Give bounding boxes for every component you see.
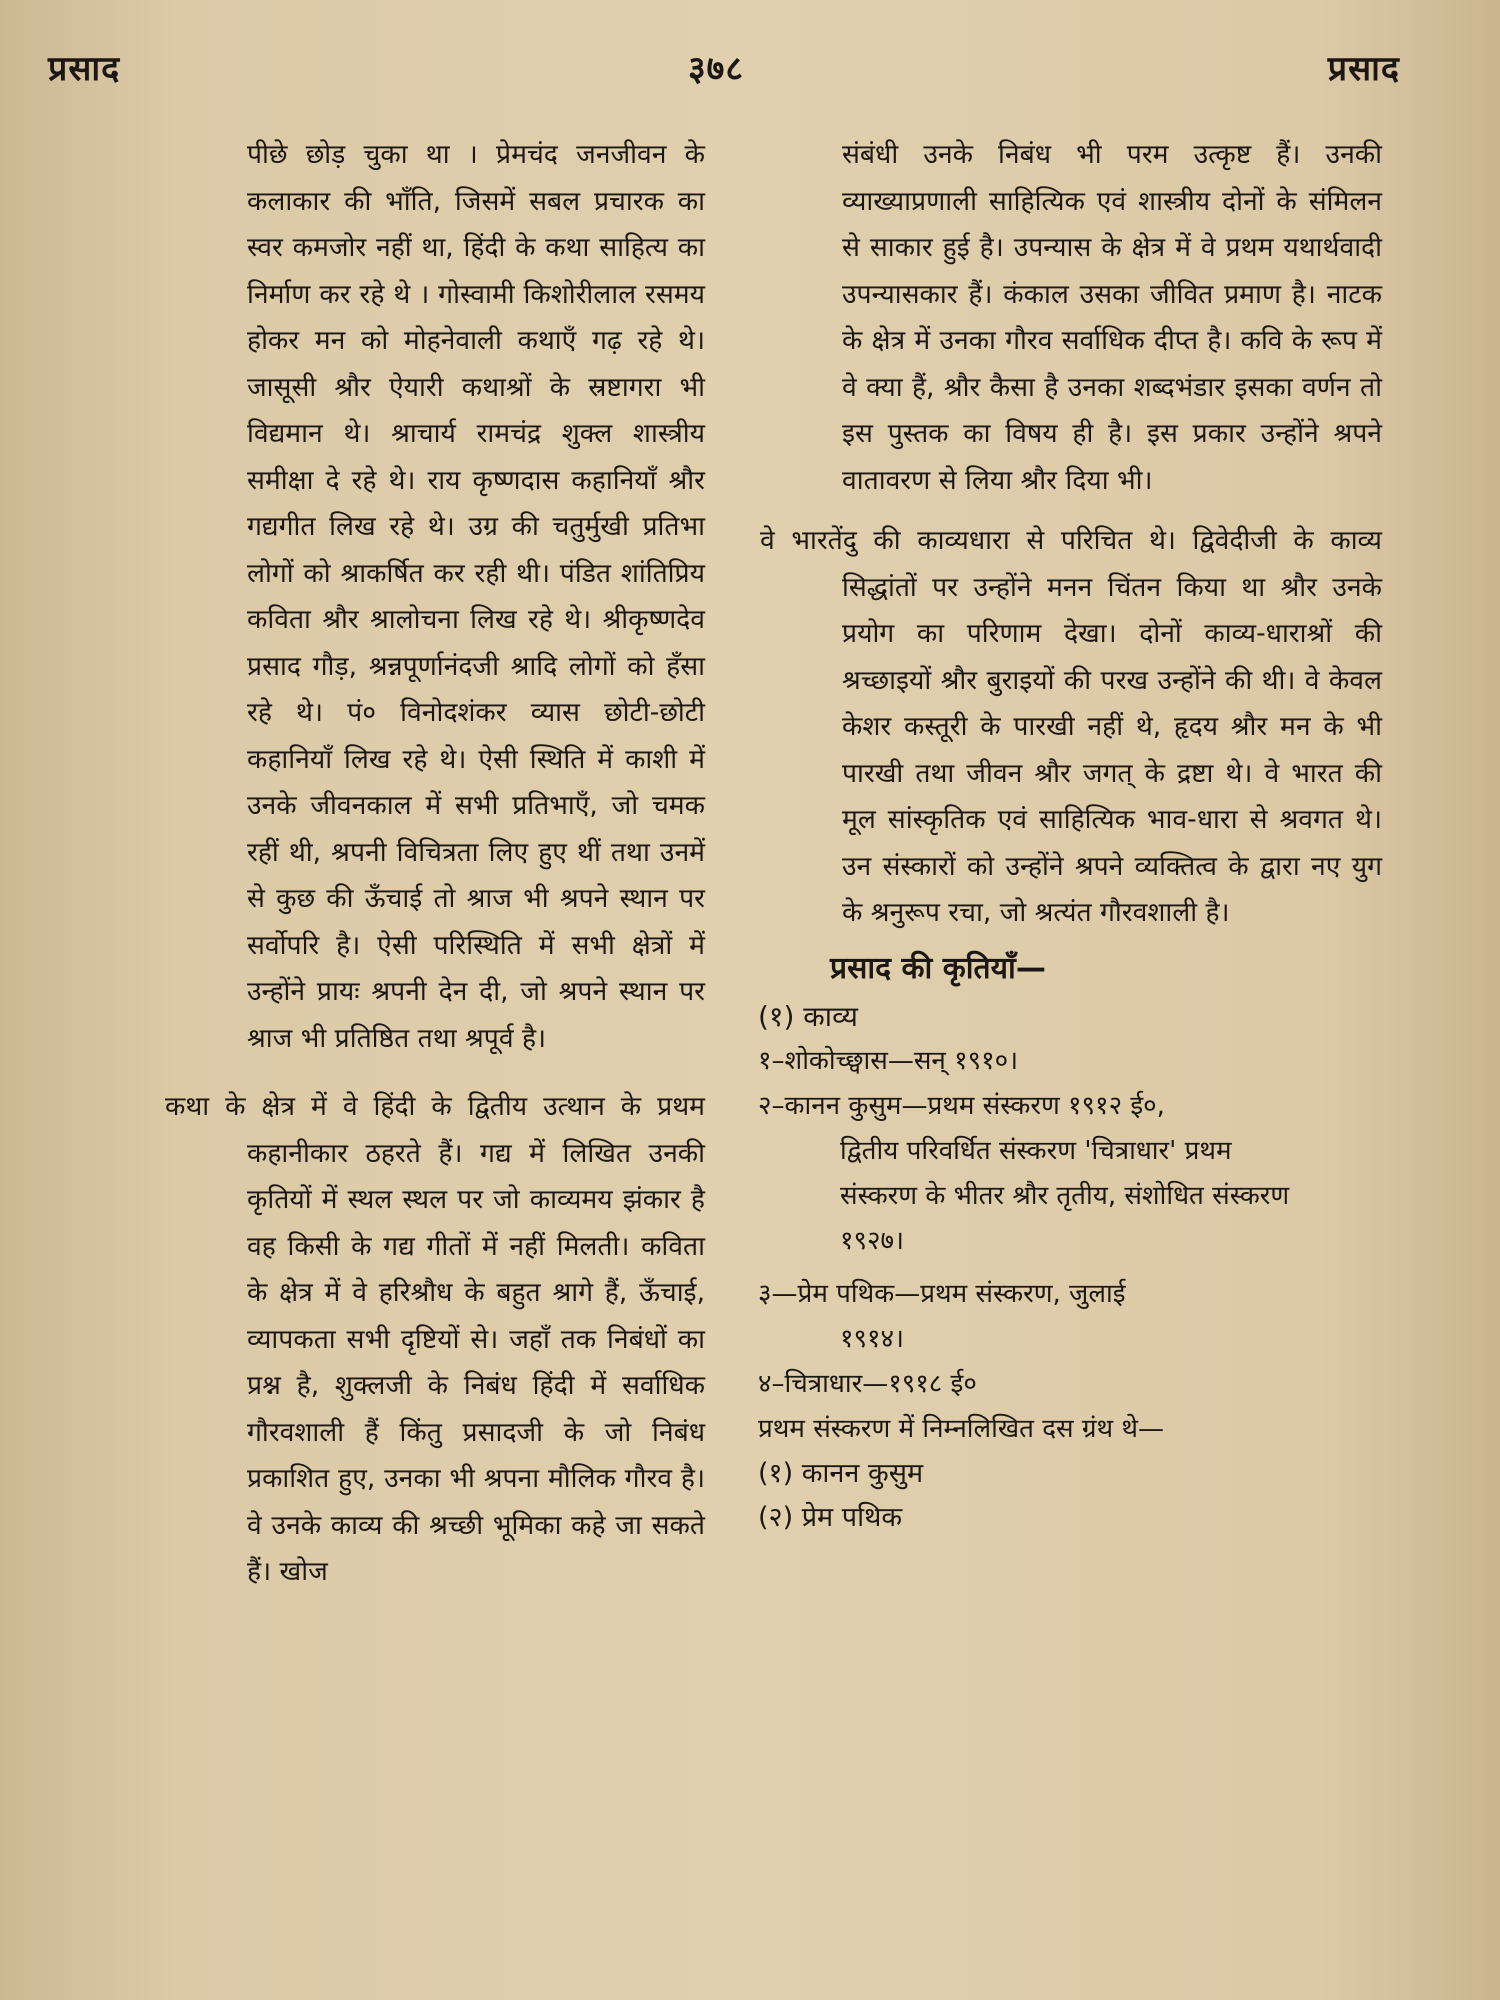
- right-paragraph-1: संबंधी उनके निबंध भी परम उत्कृष्ट हैं। उनकी व्याख्याप्रणाली साहित्यिक एवं शास्त्रीय दोनों के संमिलन से साकार हुई है। उपन्यास के क्षेत्र में वे प्रथम यथार्थवादी उपन्यासकार हैं। कंकाल उसका जीवित प्रमाण है। नाटक के क्षेत्र में उनका गौरव सर्वाधिक दीप्त है। कवि के रूप में वे क्या हैं, श्रौर कैसा है उनका शब्दभंडार इसका वर्णन तो इस पुस्तक का विषय ही है। इस प्रकार उन्होंने श्रपने वातावरण से लिया श्रौर दिया भी।: [842, 139, 1382, 496]
- title-item-1: (१) कानन कुसुम: [758, 1457, 924, 1489]
- work-item-3: [758, 1272, 1303, 1362]
- edition-note: प्रथम संस्करण में निम्नलिखित दस ग्रंथ थे—: [758, 1413, 1164, 1444]
- work-item-continuation: १९१४।: [840, 1323, 904, 1354]
- right-column: [758, 132, 1420, 1540]
- works-list: [758, 1039, 1303, 1540]
- work-item-2: [758, 1084, 1303, 1264]
- running-head-right: प्रसाद: [1327, 49, 1400, 89]
- left-column: [165, 132, 705, 1596]
- work-item-1: [758, 1039, 1303, 1084]
- work-item-line: १–शोकोच्छ्वास—सन् १९१०।: [758, 1045, 1019, 1076]
- work-item-continuation: द्वितीय परिवर्धित संस्करण 'चित्राधार' प्रथम संस्करण के भीतर श्रौर तृतीय, संशोधित संस्करण १९२७।: [840, 1135, 1290, 1256]
- page-number: ३७८: [688, 49, 745, 89]
- running-head-left: प्रसाद: [48, 49, 121, 89]
- work-item-line: २–कानन कुसुम—प्रथम संस्करण १९१२ ई०,: [758, 1090, 1165, 1121]
- right-paragraph-2: वे भारतेंदु की काव्यधारा से परिचित थे। द्विवेदीजी के काव्य सिद्धांतों पर उन्होंने मनन चिंतन किया था श्रौर उनके प्रयोग का परिणाम देखा। दोनों काव्य-धाराश्रों की श्रच्छाइयों श्रौर बुराइयों की परख उन्होंने की थी। वे केवल केशर कस्तूरी के पारखी नहीं थे, हृदय श्रौर मन के भी पारखी तथा जीवन श्रौर जगत् के द्रष्टा थे। वे भारत की मूल सांस्कृतिक एवं साहित्यिक भाव-धारा से श्रवगत थे। उन संस्कारों को उन्होंने श्रपने व्यक्तित्व के द्वारा नए युग के श्रनुरूप रचा, जो श्रत्यंत गौरवशाली है।: [760, 525, 1382, 928]
- work-item-4: [758, 1362, 1303, 1407]
- works-heading: प्रसाद की कृतियाँ—: [830, 950, 1046, 986]
- left-paragraph-2: कथा के क्षेत्र में वे हिंदी के द्वितीय उत्थान के प्रथम कहानीकार ठहरते हैं। गद्य में लिखित उनकी कृतियों में स्थल स्थल पर जो काव्यमय झंकार है वह किसी के गद्य गीतों में नहीं मिलती। कविता के क्षेत्र में वे हरिश्रौध के बहुत श्रागे हैं, ऊँचाई, व्यापकता सभी दृष्टियों से। जहाँ तक निबंधों का प्रश्न है, शुक्लजी के निबंध हिंदी में सर्वाधिक गौरवशाली हैं किंतु प्रसादजी के जो निबंध प्रकाशित हुए, उनका भी श्रपना मौलिक गौरव है। वे उनके काव्य की श्रच्छी भूमिका कहे जा सकते हैं। खोज: [165, 1091, 705, 1587]
- poetry-subheading: (१) काव्य: [758, 999, 858, 1033]
- work-item-line: ३—प्रेम पथिक—प्रथम संस्करण, जुलाई: [758, 1278, 1126, 1309]
- work-item-line: ४–चित्राधार—१९१८ ई०: [758, 1368, 977, 1399]
- left-paragraph-1: पीछे छोड़ चुका था । प्रेमचंद जनजीवन के कलाकार की भाँति, जिसमें सबल प्रचारक का स्वर कमजोर नहीं था, हिंदी के कथा साहित्य का निर्माण कर रहे थे । गोस्वामी किशोरीलाल रसमय होकर मन को मोहनेवाली कथाएँ गढ़ रहे थे। जासूसी श्रौर ऐयारी कथाश्रों के स्रष्टागरा भी विद्यमान थे। श्राचार्य रामचंद्र शुक्ल शास्त्रीय समीक्षा दे रहे थे। राय कृष्णदास कहानियाँ श्रौर गद्यगीत लिख रहे थे। उग्र की चतुर्मुखी प्रतिभा लोगों को श्राकर्षित कर रही थी। पंडित शांतिप्रिय कविता श्रौर श्रालोचना लिख रहे थे। श्रीकृष्णदेव प्रसाद गौड़, श्रन्नपूर्णानंदजी श्रादि लोगों को हँसा रहे थे। पं० विनोदशंकर व्यास छोटी-छोटी कहानियाँ लिख रहे थे। ऐसी स्थिति में काशी में उनके जीवनकाल में सभी प्रतिभाएँ, जो चमक रहीं थी, श्रपनी विचित्रता लिए हुए थीं तथा उनमें से कुछ की ऊँचाई तो श्राज भी श्रपने स्थान पर सर्वोपरि है। ऐसी परिस्थिति में सभी क्षेत्रों में उन्होंने प्रायः श्रपनी देन दी, जो श्रपने स्थान पर श्राज भी प्रतिष्ठित तथा श्रपूर्व है।: [247, 139, 705, 1054]
- title-item-2: (२) प्रेम पथिक: [758, 1501, 903, 1533]
